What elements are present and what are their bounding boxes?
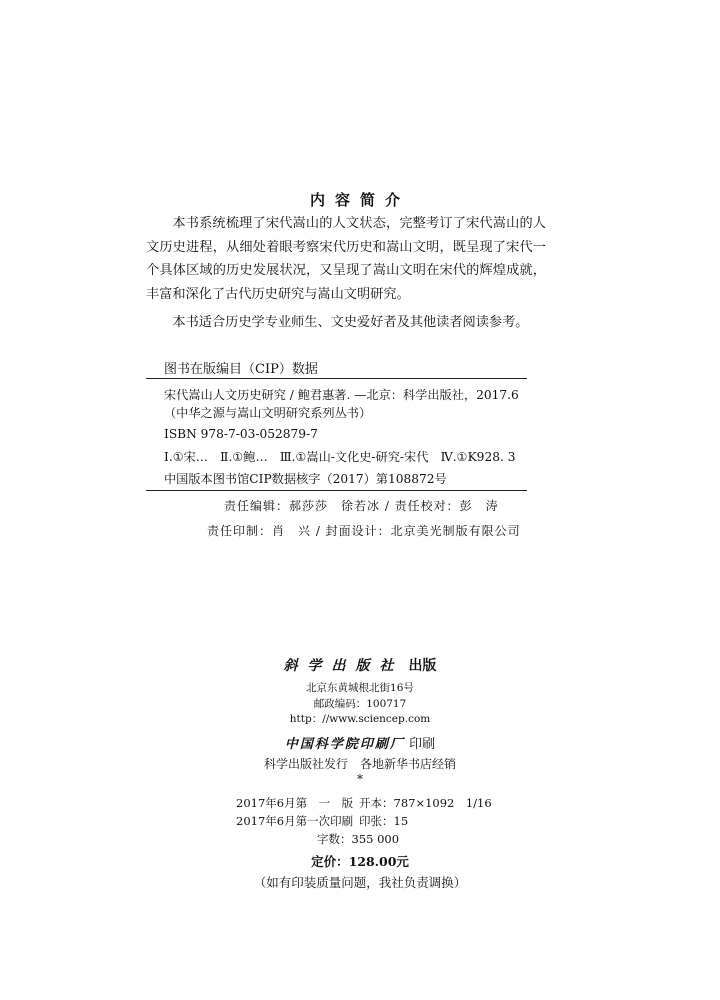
word-count: 字数：355 000: [317, 832, 400, 846]
quality-note: （如有印装质量问题，我社负责调换）: [253, 875, 467, 890]
credits-line-2: 责任印制：肖 兴 / 封面设计：北京美光制版有限公司: [207, 524, 521, 538]
edition-line-2-left: 2017年6月第一次印刷: [236, 814, 354, 828]
price: 定价：128.00元: [311, 854, 409, 869]
edition-line-1-right: 开本：787×1092 1/16: [359, 796, 492, 810]
edition-line-2-right: 印张：15: [359, 814, 409, 828]
publisher-logo: 斜学出版社: [283, 658, 404, 674]
cip-line-4: Ⅰ.①宋… Ⅱ.①鲍… Ⅲ.①嵩山-文化史-研究-宋代 Ⅳ.①K928. 3: [164, 450, 516, 464]
summary-title: 内容简介: [309, 191, 410, 209]
cip-line-5: 中国版本图书馆CIP数据核字（2017）第108872号: [164, 472, 447, 486]
cip-heading: 图书在版编目（CIP）数据: [164, 362, 318, 377]
credits-line-1: 责任编辑：郝莎莎 徐若冰 / 责任校对：彭 涛: [224, 499, 499, 513]
summary-paragraph-2: 本书适合历史学专业师生、文史爱好者及其他读者阅读参考。: [172, 315, 529, 330]
edition-line-1-left: 2017年6月第 一 版: [236, 796, 354, 810]
printer-line: [0, 733, 720, 752]
cip-bottom-rule: [146, 490, 527, 491]
separator-asterisk: *: [357, 772, 363, 786]
distribution-line: 科学出版社发行 各地新华书店经销: [263, 757, 456, 771]
publisher-suffix: 出版: [408, 658, 437, 674]
publisher-postcode: 邮政编码：100717: [313, 698, 407, 710]
cip-line-1: 宋代嵩山人文历史研究 / 鲍君惠著. —北京：科学出版社，2017.6: [164, 388, 519, 402]
publisher-line: [0, 655, 720, 675]
printer-suffix: 印刷: [409, 737, 436, 752]
printer-logo: 中国科学院印刷厂: [284, 737, 405, 752]
cip-line-3: ISBN 978-7-03-052879-7: [164, 427, 318, 441]
publisher-website: http：//www.sciencep.com: [289, 713, 431, 725]
cip-line-2: （中华之源与嵩山文明研究系列丛书）: [164, 406, 372, 420]
summary-paragraph-1: 本书系统梳理了宋代嵩山的人文状态，完整考订了宋代嵩山的人文历史进程，从细处着眼考察宋代历史和嵩山文明，既呈现了宋代一个具体区域的历史发展状况，又呈现了嵩山文明在宋代的辉煌成就，丰富和深化了古代历史研究与嵩山文明研究。: [146, 216, 546, 302]
publisher-address: 北京东黄城根北街16号: [306, 682, 414, 694]
cip-top-rule: [146, 378, 527, 379]
